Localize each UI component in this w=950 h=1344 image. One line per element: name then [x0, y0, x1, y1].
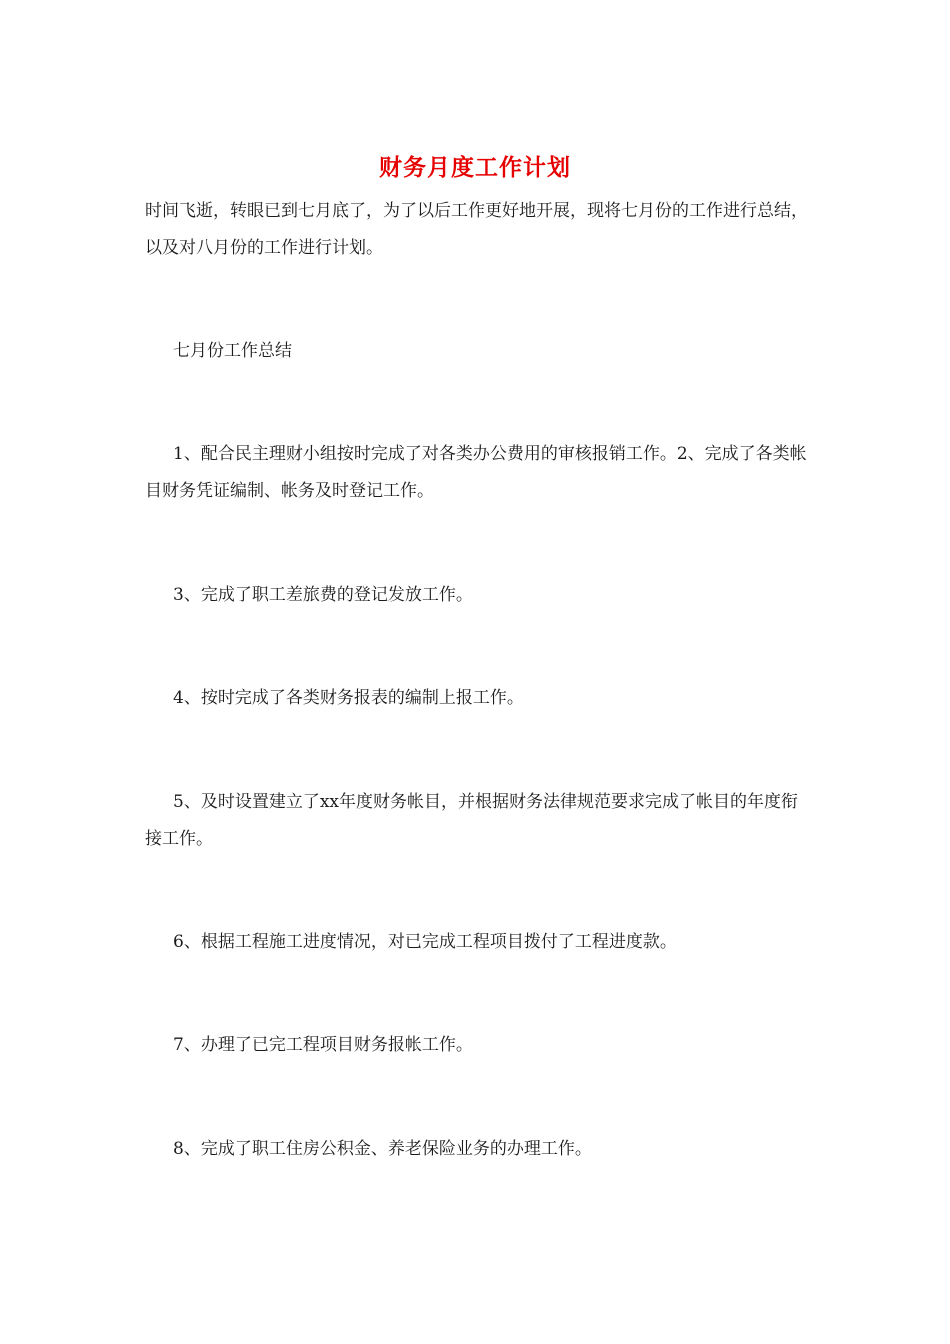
section-heading: 七月份工作总结 [173, 341, 292, 361]
list-item: 8、完成了职工住房公积金、养老保险业务的办理工作。 [173, 1139, 592, 1159]
list-item: 5、及时设置建立了xx年度财务帐目，并根据财务法律规范要求完成了帐目的年度衔接工作。 [145, 792, 798, 849]
list-item: 1、配合民主理财小组按时完成了对各类办公费用的审核报销工作。2、完成了各类帐目财务凭证编制、帐务及时登记工作。 [145, 444, 807, 501]
list-item: 3、完成了职工差旅费的登记发放工作。 [173, 585, 473, 605]
list-item: 4、按时完成了各类财务报表的编制上报工作。 [173, 688, 524, 708]
document-title: 财务月度工作计划 [379, 154, 571, 181]
list-item: 7、办理了已完工程项目财务报帐工作。 [173, 1035, 473, 1055]
intro-paragraph: 时间飞逝，转眼已到七月底了，为了以后工作更好地开展，现将七月份的工作进行总结，以及对八月份的工作进行计划。 [145, 201, 808, 258]
list-item: 6、根据工程施工进度情况，对已完成工程项目拨付了工程进度款。 [173, 932, 677, 952]
